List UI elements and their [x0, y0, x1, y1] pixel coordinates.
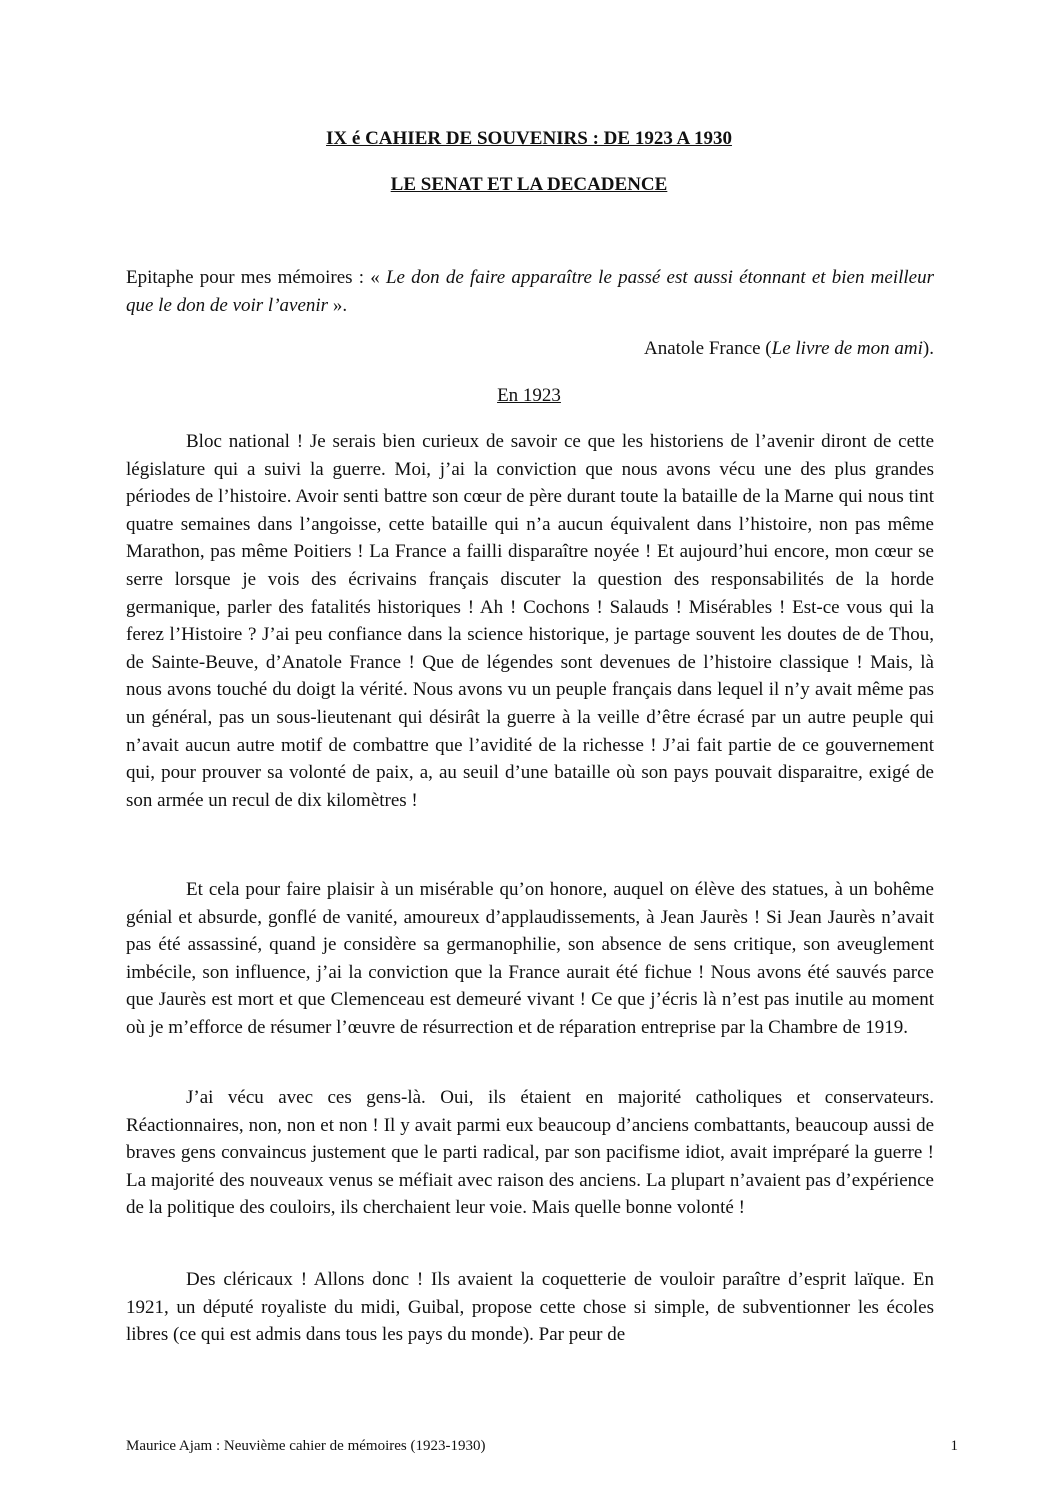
footer-text: Maurice Ajam : Neuvième cahier de mémoires (1923-1930) — [126, 1438, 486, 1454]
epigraph-quote: Le don de faire apparaître le passé est aussi étonnant et bien meilleur que le don de voir l’avenir — [126, 267, 934, 316]
section-heading: En 1923 — [497, 385, 561, 406]
page-number: 1 — [950, 1438, 958, 1454]
attribution-work: Le livre de mon ami — [771, 338, 923, 359]
document-title: IX é CAHIER DE SOUVENIRS : DE 1923 A 1930 — [326, 128, 732, 149]
epigraph-attribution — [126, 335, 934, 363]
document-subtitle: LE SENAT ET LA DECADENCE — [390, 174, 668, 195]
paragraph: J’ai vécu avec ces gens-là. Oui, ils étaient en majorité catholiques et conservateurs. Réactionnaires, non, non et non ! Il y avait parmi eux beaucoup d’anciens combattants, beaucoup aussi de braves gens convaincus justement que le parti radical, par son pacifisme idiot, avait impréparé la guerre ! La majorité des nouveaux venus se méfiait avec raison des anciens. La plupart n’avaient pas d’expérience de la politique des couloirs, ils cherchaient leur voie. Mais quelle bonne volonté ! — [126, 1087, 934, 1219]
attribution-author: Anatole France ( — [643, 338, 772, 359]
paragraph: Bloc national ! Je serais bien curieux de savoir ce que les historiens de l’avenir diront de cette législature qui a suivi la guerre. Moi, j’ai la conviction que nous avons vécu une des plus grandes périodes de l’histoire. Avoir senti battre son cœur de père durant toute la bataille de la Marne qui nous tint quatre semaines dans l’angoisse, cette bataille qui n’a aucun équivalent dans l’histoire, non pas même Marathon, pas même Poitiers ! La France a failli disparaître noyée ! Et aujourd’hui encore, mon cœur se serre lorsque je vois des écrivains français discuter la question des responsabilités de la horde germanique, parler des fatalités historiques ! Ah ! Cochons ! Salauds ! Misérables ! Est-ce vous qui la ferez l’Histoire ? J’ai peu confiance dans la science historique, je partage souvent les doutes de de Thou, de Sainte-Beuve, d’Anatole France ! Que de légendes sont devenues de l’histoire classique ! Mais, là nous avons touché du doigt la vérité. Nous avons vu un peuple français dans lequel il n’y avait même pas un général, pas un sous-lieutenant qui désirât la guerre à la veille d’être écrasé par un autre peuple qui n’avait aucun autre motif de combattre que l’avidité de la richesse ! J’ai fait partie de ce gouvernement qui, pour prouver sa volonté de paix, a, au seuil d’une bataille où son pays pouvait disparaitre, exigé de son armée un recul de dix kilomètres ! — [126, 431, 934, 811]
epigraph — [126, 264, 934, 319]
attribution-closing: ). — [922, 338, 934, 359]
paragraph: Et cela pour faire plaisir à un misérable qu’on honore, auquel on élève des statues, à un bohême génial et absurde, gonflé de vanité, amoureux d’applaudissements, à Jean Jaurès ! Si Jean Jaurès n’avait pas été assassiné, quand je considère sa germanophilie, son absence de sens critique, son aveuglement imbécile, son influence, j’ai la conviction que la France aurait été fichue ! Nous avons été sauvés parce que Jaurès est mort et que Clemenceau est demeuré vivant ! Ce que j’écris là n’est pas inutile au moment où je m’efforce de résumer l’œuvre de résurrection et de réparation entreprise par la Chambre de 1919. — [126, 879, 934, 1038]
epigraph-intro: Epitaphe pour mes mémoires : « — [126, 267, 386, 288]
epigraph-closing: ». — [328, 294, 348, 316]
paragraph: Des cléricaux ! Allons donc ! Ils avaient la coquetterie de vouloir paraître d’esprit laïque. En 1921, un député royaliste du midi, Guibal, propose cette chose si simple, de subventionner les écoles libres (ce qui est admis dans tous les pays du monde). Par peur de — [126, 1269, 934, 1346]
